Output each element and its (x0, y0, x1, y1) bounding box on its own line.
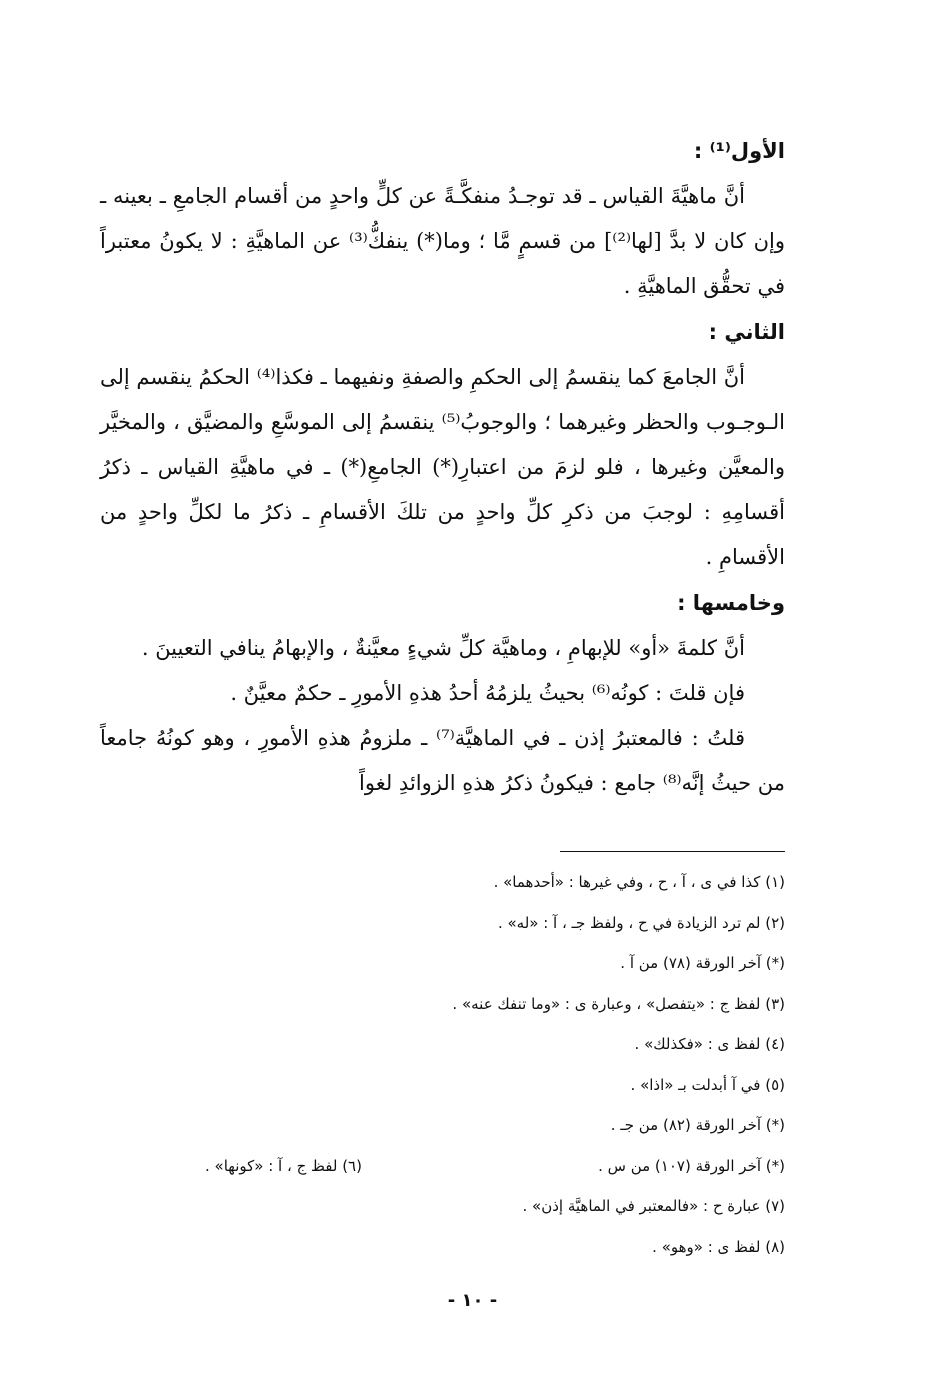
footnote: (٤) لفظ ى : «فكذلك» . (634, 1035, 785, 1053)
heading-second: الثاني : (708, 320, 785, 344)
footnote-divider (560, 851, 785, 852)
main-text (100, 128, 785, 806)
footnote: (٦) لفظ ج ، آ : «كونها» . (205, 1156, 362, 1175)
heading-fifth: وخامسها : (677, 591, 785, 615)
footnote: (*) آخر الورقة (٨٢) من جـ . (610, 1116, 785, 1134)
paragraph-reply: قلتُ : فالمعتبرُ إذن ـ في الماهيَّة⁽⁷⁾ ـ ملزومُ هذهِ الأمورِ ، وهو كونُهُ جامعاً من حيثُ إنَّه⁽⁸⁾ جامع : فيكونُ ذكرُ هذهِ الزوائدِ لغواً (100, 726, 785, 795)
heading-first: الأول⁽¹⁾ : (693, 139, 785, 163)
paragraph-second: أنَّ الجامعَ كما ينقسمُ إلى الحكمِ والصفةِ ونفيهما ـ فكذا⁽⁴⁾ الحكمُ ينقسم إلى الـوجـوب والحظر وغيرهما ؛ والوجوبُ⁽⁵⁾ ينقسمُ إلى الموسَّعِ والمضيَّق ، والمخيَّر والمعيَّن وغيرها ، فلو لزمَ من اعتبارِ(*) الجامعِ(*) ـ في ماهيَّةِ القياس ـ ذكرُ أقسامِهِ : لوجبَ من ذكرِ كلِّ واحدٍ من تلكَ الأقسامِ ـ ذكرُ ما لكلِّ واحدٍ من الأقسامِ . (100, 365, 786, 569)
page-number: - ١٠ - (447, 1290, 498, 1311)
footnote: (٥) في آ أبدلت بـ «اذا» . (630, 1075, 785, 1094)
footnotes (100, 862, 785, 1267)
paragraph-fifth: أنَّ كلمةَ «أو» للإبهامِ ، وماهيَّة كلِّ شيءٍ معيَّنةٌ ، والإبهامُ ينافي التعيينَ . (141, 636, 745, 660)
paragraph-objection: فإن قلتَ : كونُه⁽⁶⁾ بحيثُ يلزمُهُ أحدُ هذهِ الأمورِ ـ حكمٌ معيَّنٌ . (230, 681, 745, 705)
footnote: (٢) لم ترد الزيادة في ح ، ولفظ جـ ، آ : «له» . (497, 913, 785, 932)
footnote-row (100, 1146, 785, 1187)
paragraph-first: أنَّ ماهيَّةَ القياس ـ قد توجـدُ منفكَّـةً عن كلٍّ واحدٍ من أقسام الجامعِ ـ بعينه ـ وإن كان لا بدَّ [لها⁽²⁾] من قسمٍ مَّا ؛ وما(*) ينفكُّ⁽³⁾ عن الماهيَّةِ : لا يكونُ معتبراً في تحقُّق الماهيَّةِ . (100, 184, 786, 298)
footnote: (٣) لفظ ج : «يتفصل» ، وعبارة ى : «وما تنفك عنه» . (452, 994, 785, 1013)
footnote: (*) آخر الورقة (٧٨) من آ . (620, 954, 785, 972)
footnote: (٨) لفظ ى : «وهو» . (652, 1237, 785, 1256)
footnote: (٧) عبارة ح : «فالمعتبر في الماهيَّة إذن» . (522, 1197, 785, 1215)
footnote: (١) كذا في ى ، آ ، ح ، وفي غيرها : «أحدهما» . (493, 873, 785, 891)
footnote: (*) آخر الورقة (١٠٧) من س . (598, 1156, 785, 1175)
